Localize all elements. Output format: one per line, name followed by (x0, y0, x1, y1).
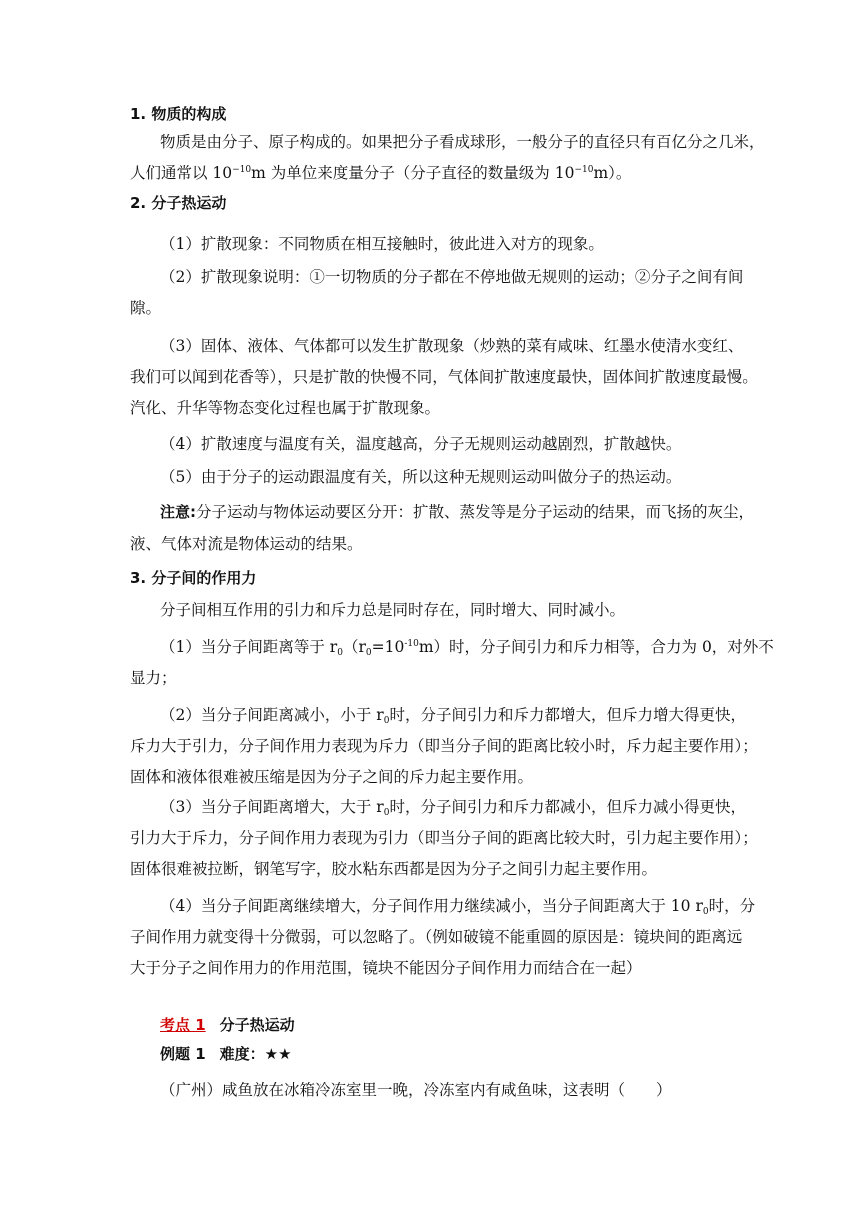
section-3-item-2-line-3: 固体和液体很难被压缩是因为分子之间的斥力起主要作用。 (130, 768, 534, 786)
section-3-item-4-line-1: （4）当分子间距离继续增大，分子间作用力继续减小，当分子间距离大于 10 $r_0$时，分 (160, 897, 756, 917)
section-3-item-3-line-1: （3）当分子间距离增大，大于 $r_0$时，分子间引力和斥力都减小，但斥力减小得更快， (160, 798, 746, 818)
section-3-item-2-line-1: （2）当分子间距离减小，小于 $r_0$时，分子间引力和斥力都增大，但斥力增大得更快， (160, 706, 746, 726)
difficulty-label: 难度：★★ (219, 1045, 292, 1063)
section-2-note-line-2: 液、气体对流是物体运动的结果。 (130, 535, 363, 553)
section-2-item-1: （1）扩散现象：不同物质在相互接触时，彼此进入对方的现象。 (160, 235, 604, 253)
section-3-item-4-line-3: 大于分子之间作用力的作用范围，镜块不能因分子间作用力而结合在一起） (130, 959, 642, 977)
section-2-item-2-line-1: （2）扩散现象说明：①一切物质的分子都在不停地做无规则的运动；②分子之间有间 (160, 268, 744, 286)
section-3-item-1-line-1: （1）当分子间距离等于 $r_0(r_0=10^{-10}m)$时，分子间引力和斥力相等，合力为 0，对外不 (160, 638, 774, 658)
section-2-title: 2. 分子热运动 (130, 194, 227, 212)
section-3-item-3-line-2: 引力大于斥力，分子间作用力表现为引力（即当分子间的距离比较大时，引力起主要作用）； (130, 829, 758, 847)
section-2-item-2-line-2: 隙。 (130, 299, 162, 317)
kaodian-title: 分子热运动 (219, 1016, 295, 1034)
section-3-item-4-line-2: 子间作用力就变得十分微弱，可以忽略了。（例如破镜不能重圆的原因是：镜块间的距离远 (130, 928, 743, 946)
kaodian-label: 考点 1 (160, 1016, 206, 1034)
section-2-note-line-1: 注意:分子运动与物体运动要区分开：扩散、蒸发等是分子运动的结果，而飞扬的灰尘， (160, 503, 755, 521)
section-3-item-1-line-2: 显力； (130, 669, 177, 687)
question-text: （广州）咸鱼放在冰箱冷冻室里一晚，冷冻室内有咸鱼味，这表明（ ） (160, 1081, 672, 1099)
section-3-title: 3. 分子间的作用力 (130, 569, 257, 587)
section-3-item-2-line-2: 斥力大于引力，分子间作用力表现为斥力（即当分子间的距离比较小时，斥力起主要作用）； (130, 737, 758, 755)
section-2-item-3-line-2: 我们可以闻到花香等），只是扩散的快慢不同，气体间扩散速度最快，固体间扩散速度最慢。 (130, 368, 758, 386)
section-1-para-line-2: 人们通常以 $10^{-10}m$ 为单位来度量分子（分子直径的数量级为 $10^{-10}m$）。 (130, 164, 632, 182)
section-2-item-3-line-3: 汽化、升华等物态变化过程也属于扩散现象。 (130, 399, 441, 417)
section-2-item-3-line-1: （3）固体、液体、气体都可以发生扩散现象（炒熟的菜有咸味、红墨水使清水变红、 (160, 337, 744, 355)
example-label: 例题 1 (160, 1045, 206, 1063)
section-3-intro: 分子间相互作用的引力和斥力总是同时存在，同时增大、同时减小。 (160, 601, 626, 619)
section-3-item-3-line-3: 固体很难被拉断，钢笔写字，胶水粘东西都是因为分子之间引力起主要作用。 (130, 860, 658, 878)
section-2-item-5: （5）由于分子的运动跟温度有关，所以这种无规则运动叫做分子的热运动。 (160, 468, 682, 486)
section-1-para-line-1: 物质是由分子、原子构成的。如果把分子看成球形，一般分子的直径只有百亿分之几米， (160, 133, 765, 151)
section-2-item-4: （4）扩散速度与温度有关，温度越高，分子无规则运动越剧烈，扩散越快。 (160, 435, 682, 453)
kaodian-heading (160, 1015, 760, 1035)
note-label: 注意: (160, 503, 196, 521)
example-heading (160, 1044, 760, 1064)
section-1-title: 1. 物质的构成 (130, 105, 227, 123)
